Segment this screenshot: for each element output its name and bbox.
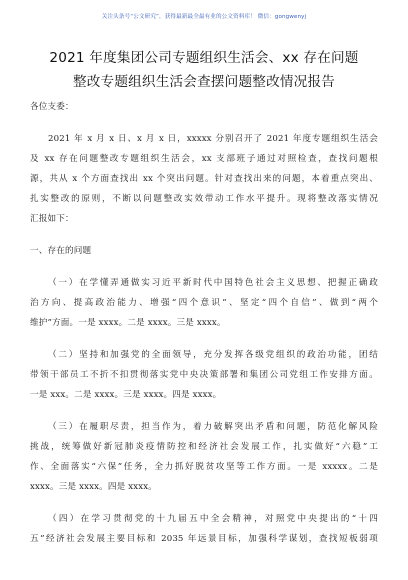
intro-line-5: 汇报如下： [30,214,74,224]
item-2-line-3: 一是 xxx。二是 xxxx。三是 xxxx。四是 xxxx。 [30,390,222,400]
intro-line-2: 及 xx 存在问题整改专题组织生活会，xx 支部班子通过对照检查，查找问题根 [30,154,378,164]
document-title-line-2: 整改专题组织生活会查摆问题整改情况报告 [72,74,336,90]
item-4-line-2: 五”经济社会发展主要目标和 2035 年远景目标，加强科学谋划，查找短板弱项 [30,534,378,544]
item-2-line-1: （二）坚持和加强党的全面领导，充分发挥各级党组织的政治功能，团结 [48,350,378,360]
salutation: 各位支委： [30,102,74,112]
intro-line-1: 2021 年 x 月 x 日、x 月 x 日，xxxxx 分别召开了 2021 年度专题组织生活会 [48,134,378,144]
item-3-line-4: xxxx。三是 xxxx。四是 xxxx。 [30,482,157,492]
item-1-line-3: 维护”方面。一是 xxxx。二是 xxxx。三是 xxxx。 [30,318,226,328]
item-1-line-2: 治方向、提高政治能力、增强“四个意识”、坚定“四个自信”、做到“两个 [30,298,378,308]
item-3-line-1: （三）在履职尽责，担当作为，着力破解突出矛盾和问题，防范化解风险 [48,422,378,432]
item-3-line-3: 作、全面落实“六保”任务，全力抓好脱贫攻坚等工作方面。一是 xxxxx。二是 [30,462,378,472]
item-4-line-1: （四）在学习贯彻党的十九届五中全会精神，对照党中央提出的“十四 [48,514,378,524]
section-heading: 一、存在的问题 [30,246,92,256]
item-1-line-1: （一）在学懂弄通做实习近平新时代中国特色社会主义思想、把握正确政 [48,278,378,288]
item-3-line-2: 挑战，统筹做好新冠肺炎疫情防控和经济社会发展工作，扎实做好“六稳”工 [30,442,378,452]
document-title-line-1: 2021 年度集团公司专题组织生活会、xx 存在问题 [49,50,359,66]
item-2-line-2: 带领干部员工不折不扣贯彻落实党中央决策部署和集团公司党组工作安排方面。 [30,370,378,380]
intro-line-4: 扎实整改的原则，不断以问题整改实效带动工作水平提升。现将整改落实情况 [30,194,378,204]
intro-line-3: 源，共从 x 个方面查找出 xx 个突出问题。针对查找出来的问题，本着重点突出、 [30,174,378,184]
header-banner: 关注头条号“公文研究”，获得最新最全最有业的公文资料库！ 微信：gongwenyj [101,14,307,20]
